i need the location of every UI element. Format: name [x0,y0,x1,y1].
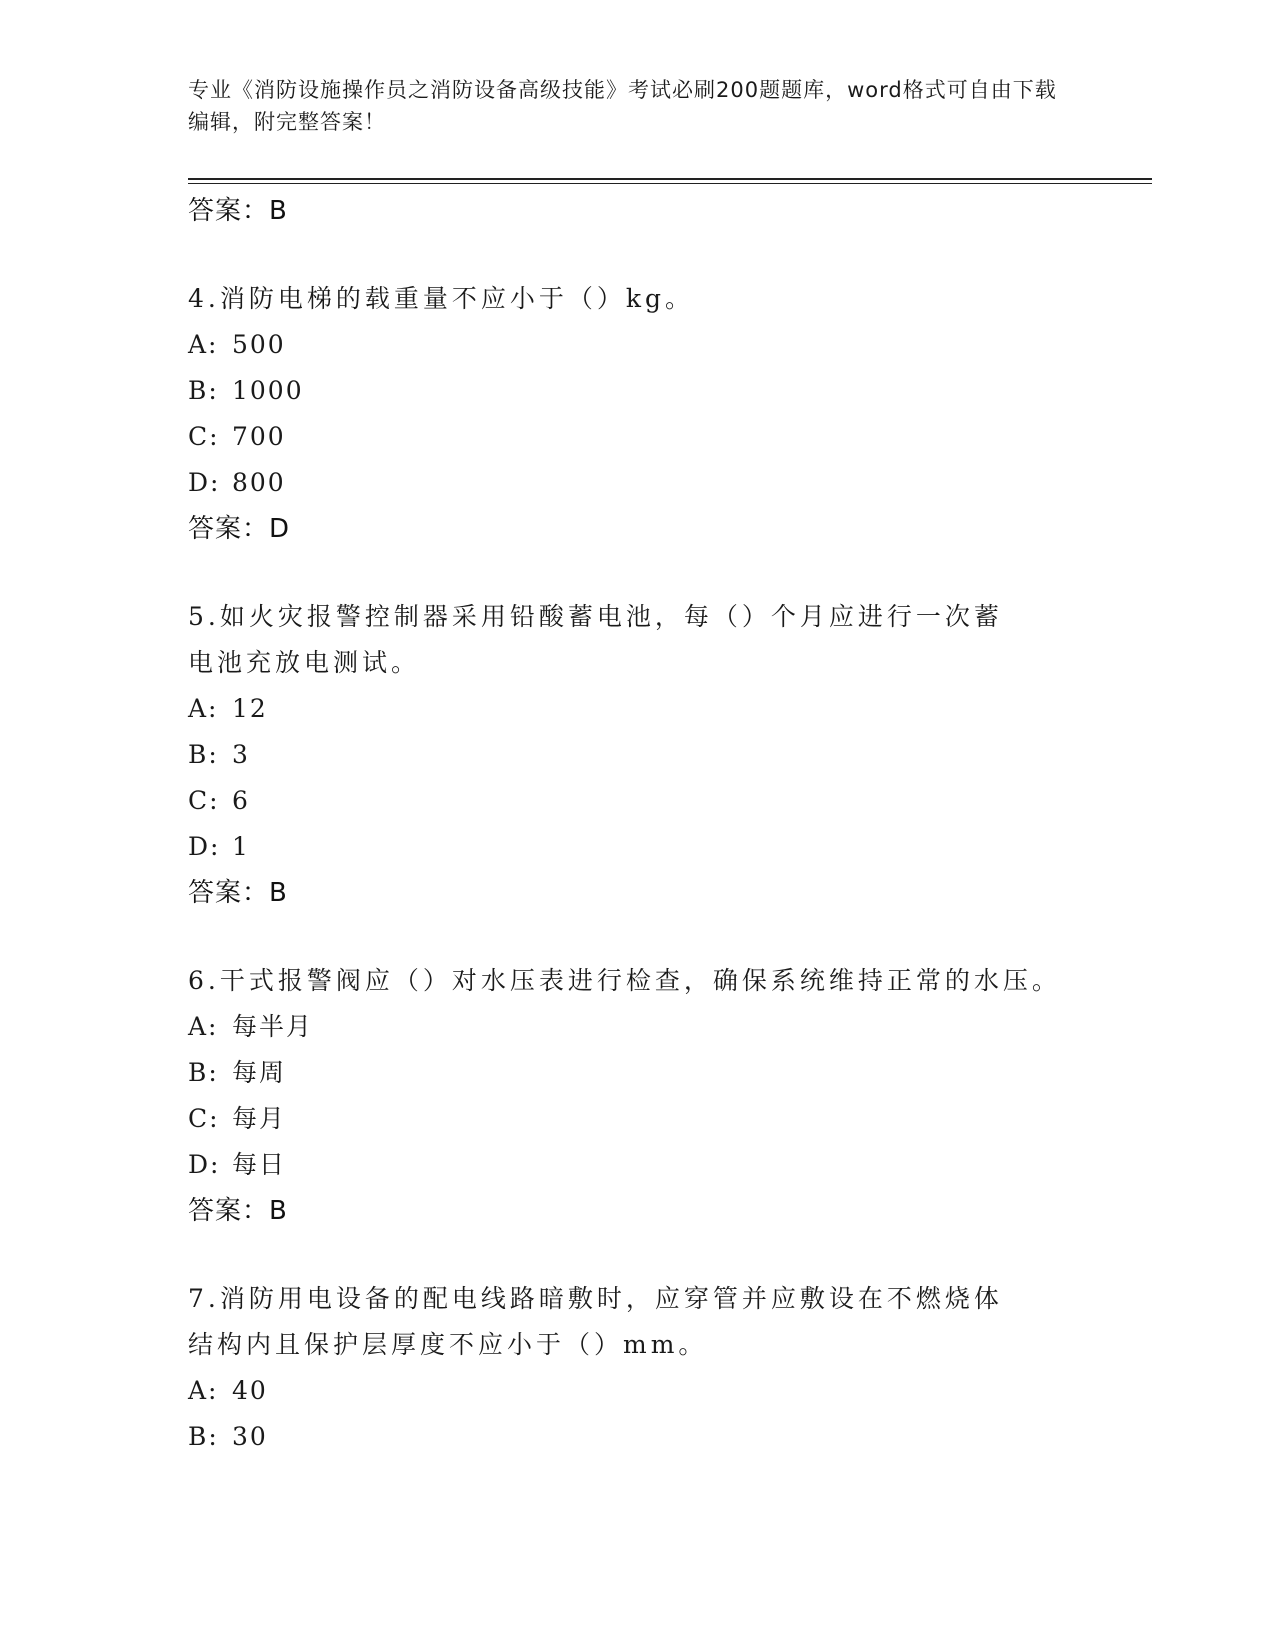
option-d [188,460,1088,506]
option-key: A: [188,1012,219,1041]
option-key: B: [188,1058,219,1087]
option-a [188,322,1088,368]
answer-line: 答案：B [188,196,288,226]
option-b [188,1050,1088,1096]
option-c [188,778,1088,824]
option-b [188,1414,1088,1460]
option-a [188,1368,1088,1414]
question-block [188,958,1088,1234]
question-text: 6.干式报警阀应（）对水压表进行检查，确保系统维持正常的水压。 [188,966,1061,995]
question-text: 5.如火灾报警控制器采用铅酸蓄电池，每（）个月应进行一次蓄电池充放电测试。 [188,602,1003,677]
option-a [188,686,1088,732]
option-value: 每周 [232,1058,287,1087]
option-key: B: [188,740,219,769]
option-d [188,824,1088,870]
option-c [188,414,1088,460]
option-key: A: [188,694,219,723]
option-value: 每日 [232,1150,287,1179]
option-key: A: [188,330,219,359]
option-value: 500 [232,330,286,359]
question-text: 7.消防用电设备的配电线路暗敷时，应穿管并应敷设在不燃烧体结构内且保护层厚度不应小于（）mm。 [188,1284,1003,1359]
option-value: 12 [232,694,268,723]
option-d [188,1142,1088,1188]
answer-line: 答案：B [188,878,288,908]
option-b [188,732,1088,778]
option-value: 1 [232,832,250,861]
option-value: 30 [232,1422,268,1451]
option-b [188,368,1088,414]
option-value: 3 [232,740,250,769]
option-key: B: [188,376,219,405]
option-key: C: [188,422,220,451]
answer-line: 答案：B [188,1196,288,1226]
option-value: 1000 [232,376,304,405]
option-key: D: [188,468,221,497]
question-block [188,276,1088,552]
option-value: 每半月 [232,1012,314,1041]
option-key: A: [188,1376,219,1405]
question-block [188,594,1088,916]
option-value: 40 [232,1376,268,1405]
option-c [188,1096,1088,1142]
option-value: 800 [232,468,286,497]
option-a [188,1004,1088,1050]
answer-line: 答案：D [188,514,291,544]
option-key: C: [188,786,220,815]
option-key: B: [188,1422,219,1451]
option-key: D: [188,832,221,861]
option-value: 每月 [232,1104,287,1133]
option-key: C: [188,1104,220,1133]
header-divider-thick [188,178,1152,180]
question-list [188,188,1088,1460]
question-text: 4.消防电梯的载重量不应小于（）kg。 [188,284,695,313]
page-header: 专业《消防设施操作员之消防设备高级技能》考试必刷200题题库，word格式可自由下载编辑，附完整答案！ [188,78,1057,134]
option-key: D: [188,1150,221,1179]
option-value: 700 [232,422,286,451]
option-value: 6 [232,786,250,815]
header-divider-thin [188,183,1152,184]
question-block [188,1276,1088,1460]
